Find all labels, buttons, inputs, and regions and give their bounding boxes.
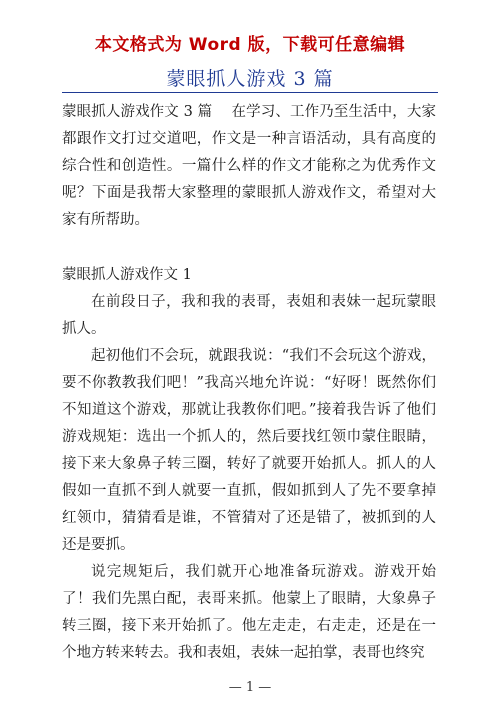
intro-paragraph: 蒙眼抓人游戏作文 3 篇 在学习、工作乃至生活中，大家都跟作文打过交道吧，作文是一种言语活动，具有高度的综合性和创造性。一篇什么样的作文才能称之为优秀作文呢？下面是我帮大家整理的蒙眼抓人游戏作文，希望对大家有所帮助。 — [62, 104, 436, 228]
essay-heading: 蒙眼抓人游戏作文 1 — [62, 267, 192, 283]
essay-paragraph: 起初他们不会玩，就跟我说：“我们不会玩这个游戏，要不你教教我们吧！”我高兴地允许说：“好呀！既然你们不知道这个游戏，那就让我教你们吧。”接着我告诉了他们游戏规矩：选出一个抓人的，然后要找红领巾蒙住眼睛，接下来大象鼻子转三圈，转好了就要开始抓人。抓人的人假如一直抓不到人就要一直抓，假如抓到人了先不要拿掉红领巾，猜猜看是谁，不管猜对了还是错了，被抓到的人还是要抓。 — [62, 348, 436, 553]
title-divider — [62, 92, 438, 93]
essay-paragraph: 说完规矩后，我们就开心地准备玩游戏。游戏开始了！我们先黑白配，表哥来抓。他蒙上了眼睛，大象鼻子转三圈，接下来开始抓了。他左走走，右走走，还是在一个地方转来转去。我和表姐，表妹一起拍掌，表哥也终究 — [62, 564, 436, 661]
document-body — [62, 99, 436, 667]
page-number: — 1 — — [228, 680, 272, 695]
document-title: 蒙眼抓人游戏 3 篇 — [166, 68, 334, 90]
essay-paragraph: 在前段日子，我和我的表哥，表姐和表妹一起玩蒙眼抓人。 — [62, 294, 436, 337]
download-banner: 本文格式为 Word 版，下载可任意编辑 — [94, 35, 406, 55]
